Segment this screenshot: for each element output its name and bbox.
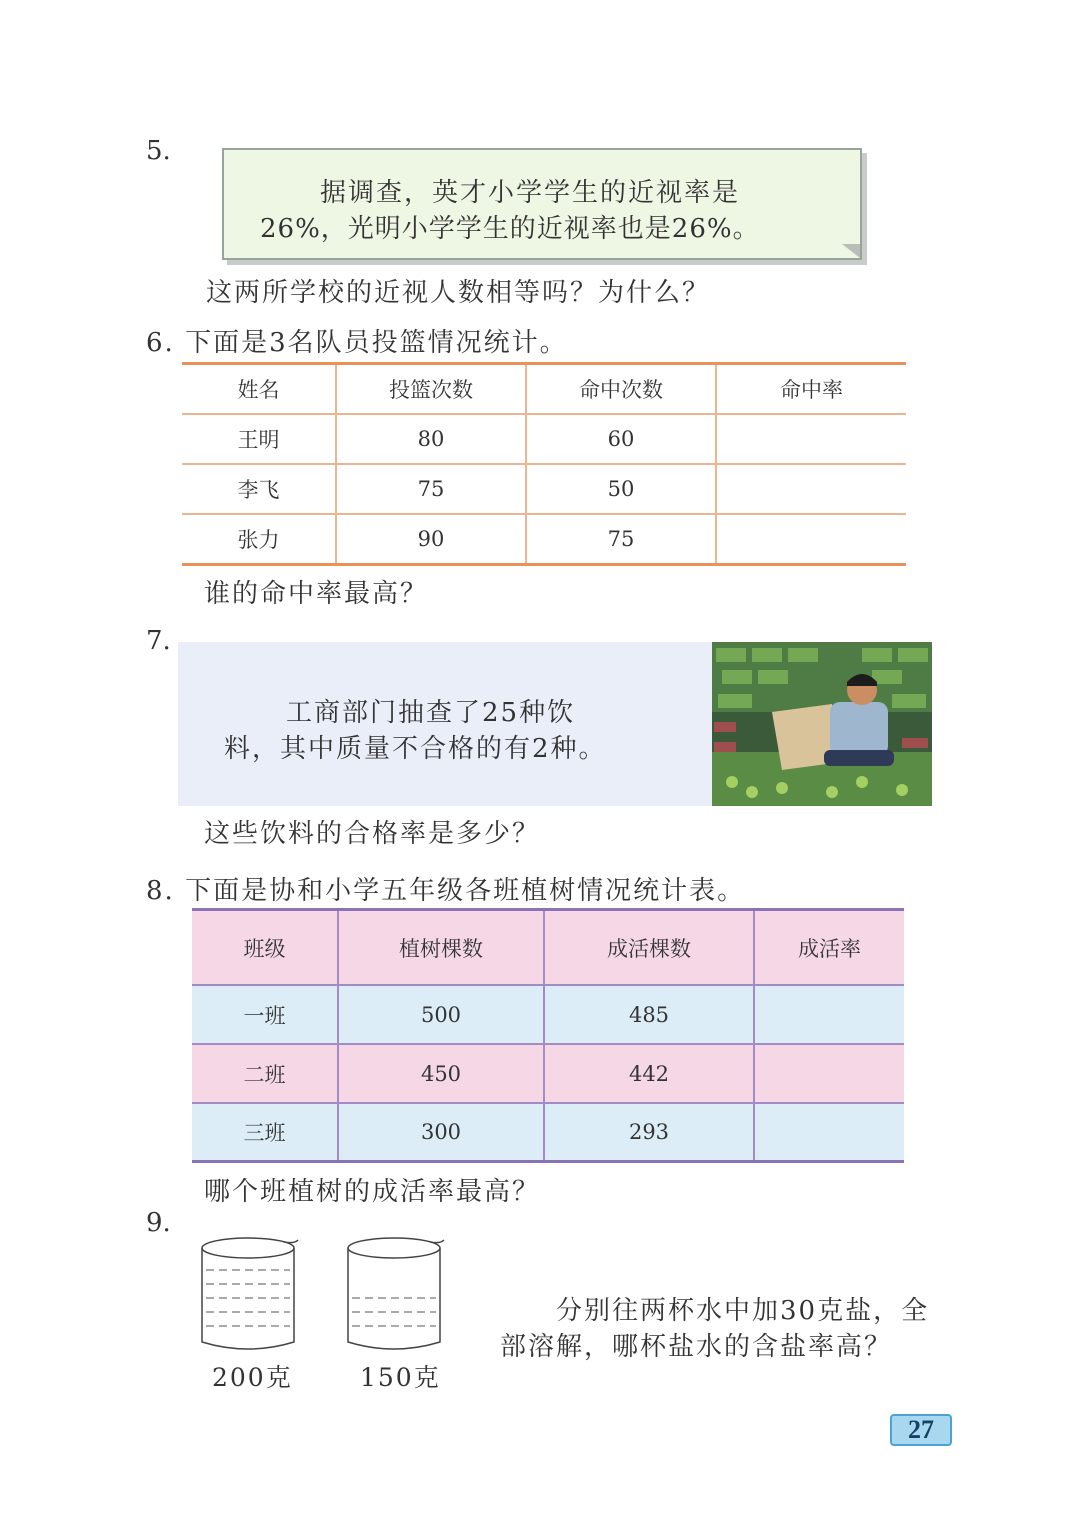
table-cell: 75 [336,464,526,514]
table-header-cell: 姓名 [182,364,336,415]
table-header-cell: 植树棵数 [338,910,544,986]
note-fold-corner [842,244,860,258]
beaker-200g-label: 200克 [212,1363,293,1392]
problem-8-table [192,908,904,1163]
table-cell-blank [716,514,906,565]
problem-7-box [178,642,712,806]
problem-7-box-line2: 料，其中质量不合格的有2种。 [224,734,607,764]
problem-8-question: 哪个班植树的成活率最高？ [204,1177,541,1207]
page-number-badge: 27 [890,1414,952,1446]
problem-7-question: 这些饮料的合格率是多少？ [204,819,541,849]
table-row [192,985,904,1044]
table-cell-blank [754,1103,904,1162]
problem-9-text-line1: 分别往两杯水中加30克盐，全 [556,1296,930,1326]
table-header-cell: 命中次数 [526,364,716,415]
table-cell: 293 [544,1103,754,1162]
problem-7-number: 7. [146,626,171,656]
table-cell: 二班 [192,1044,338,1103]
table-cell: 三班 [192,1103,338,1162]
table-cell: 80 [336,414,526,464]
table-cell: 王明 [182,414,336,464]
table-cell-blank [754,1044,904,1103]
table-header-cell: 投篮次数 [336,364,526,415]
table-cell-blank [716,414,906,464]
table-row [182,414,906,464]
problem-5-number: 5. [146,136,171,166]
inspector-photo [712,642,932,806]
table-cell: 60 [526,414,716,464]
table-header-row [192,910,904,986]
table-cell: 75 [526,514,716,565]
table-cell: 300 [338,1103,544,1162]
beaker-150g-icon [342,1232,452,1358]
problem-6-question: 谁的命中率最高？ [204,579,429,609]
problem-9-text-line2: 部溶解，哪杯盐水的含盐率高？ [500,1332,893,1362]
problem-5-question: 这两所学校的近视人数相等吗？为什么？ [206,278,711,308]
table-header-cell: 命中率 [716,364,906,415]
table-cell: 90 [336,514,526,565]
table-row [192,1044,904,1103]
problem-5-note-box [222,148,862,260]
problem-9-number: 9. [146,1208,171,1238]
table-cell: 500 [338,985,544,1044]
table-cell: 450 [338,1044,544,1103]
beaker-200g-icon [196,1232,306,1358]
table-row [182,464,906,514]
table-cell: 442 [544,1044,754,1103]
table-row [182,514,906,565]
table-cell-blank [754,985,904,1044]
problem-5-note-line1: 据调查，英才小学学生的近视率是 [320,178,741,208]
table-header-row [182,364,906,415]
problem-8-intro: 8. 下面是协和小学五年级各班植树情况统计表。 [146,876,746,906]
table-cell: 485 [544,985,754,1044]
table-header-cell: 成活棵数 [544,910,754,986]
problem-7-box-line1: 工商部门抽查了25种饮 [286,698,576,728]
problem-6-intro: 6. 下面是3名队员投篮情况统计。 [146,328,568,358]
table-header-cell: 班级 [192,910,338,986]
problem-6-table [182,362,906,566]
table-cell: 50 [526,464,716,514]
inspector-photo-illustration [712,642,932,806]
table-cell: 张力 [182,514,336,565]
table-header-cell: 成活率 [754,910,904,986]
table-cell-blank [716,464,906,514]
table-cell: 一班 [192,985,338,1044]
table-cell: 李飞 [182,464,336,514]
table-row [192,1103,904,1162]
beaker-150g-label: 150克 [360,1363,441,1392]
problem-5-note-line2: 26%，光明小学学生的近视率也是26%。 [260,214,760,244]
